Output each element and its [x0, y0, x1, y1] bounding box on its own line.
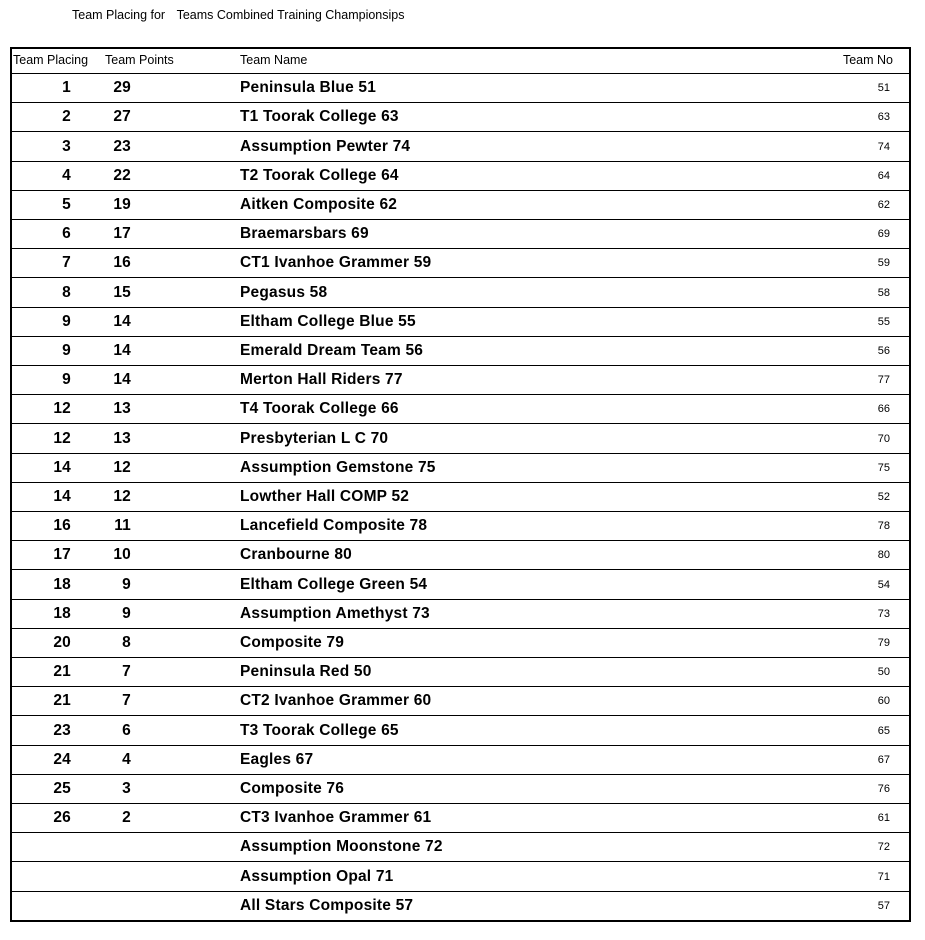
team-name-cell: Assumption Opal 71 — [240, 867, 394, 885]
table-row — [12, 804, 909, 833]
team-name-cell: T2 Toorak College 64 — [240, 166, 399, 184]
placing-cell: 23 — [53, 721, 71, 739]
header-team-points: Team Points — [105, 53, 174, 67]
team-no-cell: 62 — [877, 198, 890, 211]
points-cell: 14 — [113, 371, 131, 389]
team-name-cell: Emerald Dream Team 56 — [240, 341, 424, 359]
placing-cell: 25 — [53, 779, 71, 797]
team-name-cell: Assumption Moonstone 72 — [240, 838, 443, 856]
team-name-cell: Composite 79 — [240, 633, 345, 651]
table-row — [12, 483, 909, 512]
placing-cell: 8 — [62, 283, 71, 301]
placing-cell: 20 — [53, 633, 71, 651]
placing-cell: 3 — [62, 137, 71, 155]
team-name-cell: Eltham College Green 54 — [240, 575, 428, 593]
points-cell: 10 — [113, 546, 131, 564]
table-row — [12, 220, 909, 249]
table-row — [12, 278, 909, 307]
team-no-cell: 56 — [877, 344, 890, 357]
team-no-cell: 78 — [877, 520, 890, 533]
placing-cell: 21 — [53, 692, 71, 710]
table-row — [12, 892, 909, 920]
team-name-cell: T3 Toorak College 65 — [240, 721, 399, 739]
placing-cell: 7 — [62, 254, 71, 272]
points-cell: 22 — [113, 166, 131, 184]
placing-cell: 4 — [62, 166, 71, 184]
team-name-cell: Pegasus 58 — [240, 283, 328, 301]
placing-cell: 14 — [53, 458, 71, 476]
team-name-cell: Braemarsbars 69 — [240, 225, 369, 243]
team-placing-table — [10, 47, 911, 922]
team-no-cell: 63 — [877, 111, 890, 124]
team-no-cell: 72 — [877, 841, 890, 854]
table-body — [12, 74, 909, 920]
team-no-cell: 66 — [877, 403, 890, 416]
team-name-cell: Assumption Gemstone 75 — [240, 458, 436, 476]
placing-cell: 18 — [53, 575, 71, 593]
points-cell: 8 — [122, 633, 131, 651]
table-row — [12, 249, 909, 278]
placing-cell: 16 — [53, 517, 71, 535]
table-row — [12, 570, 909, 599]
team-no-cell: 70 — [877, 432, 890, 445]
placing-cell: 26 — [53, 809, 71, 827]
team-name-cell: Aitken Composite 62 — [240, 195, 398, 213]
team-no-cell: 74 — [877, 140, 890, 153]
team-name-cell: Lowther Hall COMP 52 — [240, 487, 410, 505]
placing-cell: 21 — [53, 663, 71, 681]
points-cell: 2 — [122, 809, 131, 827]
points-cell: 12 — [113, 458, 131, 476]
points-cell: 3 — [122, 779, 131, 797]
table-row — [12, 162, 909, 191]
placing-cell: 12 — [53, 400, 71, 418]
team-name-cell: Eltham College Blue 55 — [240, 312, 416, 330]
team-name-cell: Presbyterian L C 70 — [240, 429, 389, 447]
header-team-no: Team No — [842, 53, 893, 67]
table-row — [12, 191, 909, 220]
table-row — [12, 103, 909, 132]
team-no-cell: 65 — [877, 724, 890, 737]
team-no-cell: 59 — [877, 257, 890, 270]
team-no-cell: 67 — [877, 753, 890, 766]
team-no-cell: 73 — [877, 607, 890, 620]
table-row — [12, 658, 909, 687]
placing-cell: 5 — [62, 195, 71, 213]
placing-cell: 24 — [53, 750, 71, 768]
points-cell: 13 — [113, 400, 131, 418]
report-title-event: Teams Combined Training Championsips — [176, 8, 405, 22]
placing-cell: 9 — [62, 341, 71, 359]
team-no-cell: 61 — [877, 812, 890, 825]
team-no-cell: 51 — [877, 82, 890, 95]
points-cell: 7 — [122, 663, 131, 681]
team-name-cell: Assumption Amethyst 73 — [240, 604, 430, 622]
table-row — [12, 687, 909, 716]
team-no-cell: 79 — [877, 636, 890, 649]
team-no-cell: 80 — [877, 549, 890, 562]
team-no-cell: 54 — [877, 578, 890, 591]
points-cell: 12 — [113, 487, 131, 505]
points-cell: 19 — [113, 195, 131, 213]
table-row — [12, 366, 909, 395]
placing-cell: 1 — [62, 79, 71, 97]
points-cell: 6 — [122, 721, 131, 739]
team-name-cell: T1 Toorak College 63 — [240, 108, 399, 126]
table-row — [12, 833, 909, 862]
table-row — [12, 308, 909, 337]
team-name-cell: T4 Toorak College 66 — [240, 400, 399, 418]
team-no-cell: 71 — [877, 870, 890, 883]
placing-cell: 14 — [53, 487, 71, 505]
placing-cell: 17 — [53, 546, 71, 564]
team-name-cell: Eagles 67 — [240, 750, 314, 768]
table-header-row — [12, 49, 909, 74]
points-cell: 29 — [113, 79, 131, 97]
team-name-cell: Assumption Pewter 74 — [240, 137, 411, 155]
table-row — [12, 746, 909, 775]
table-row — [12, 716, 909, 745]
points-cell: 14 — [113, 312, 131, 330]
points-cell: 13 — [113, 429, 131, 447]
team-name-cell: CT1 Ivanhoe Grammer 59 — [240, 254, 432, 272]
team-no-cell: 58 — [877, 286, 890, 299]
team-name-cell: CT3 Ivanhoe Grammer 61 — [240, 809, 432, 827]
points-cell: 9 — [122, 575, 131, 593]
points-cell: 11 — [114, 517, 131, 535]
points-cell: 7 — [122, 692, 131, 710]
team-no-cell: 57 — [877, 899, 890, 912]
placing-cell: 6 — [62, 225, 71, 243]
team-name-cell: Composite 76 — [240, 779, 345, 797]
table-row — [12, 337, 909, 366]
table-row — [12, 74, 909, 103]
points-cell: 9 — [122, 604, 131, 622]
table-row — [12, 395, 909, 424]
placing-cell: 9 — [62, 371, 71, 389]
points-cell: 4 — [122, 750, 131, 768]
placing-cell: 9 — [62, 312, 71, 330]
team-no-cell: 60 — [877, 695, 890, 708]
points-cell: 15 — [113, 283, 131, 301]
report-title-prefix: Team Placing for — [72, 8, 166, 22]
team-no-cell: 69 — [877, 228, 890, 241]
placing-cell: 2 — [62, 108, 71, 126]
team-name-cell: Peninsula Blue 51 — [240, 79, 377, 97]
table-row — [12, 541, 909, 570]
team-no-cell: 64 — [877, 169, 890, 182]
team-name-cell: Merton Hall Riders 77 — [240, 371, 403, 389]
placing-cell: 12 — [53, 429, 71, 447]
header-team-name: Team Name — [240, 53, 308, 67]
table-row — [12, 862, 909, 891]
team-no-cell: 75 — [877, 461, 890, 474]
team-name-cell: Peninsula Red 50 — [240, 663, 372, 681]
team-no-cell: 76 — [877, 782, 890, 795]
points-cell: 17 — [113, 225, 131, 243]
team-no-cell: 50 — [877, 666, 890, 679]
table-row — [12, 132, 909, 161]
table-row — [12, 775, 909, 804]
points-cell: 14 — [113, 341, 131, 359]
points-cell: 23 — [113, 137, 131, 155]
report-title — [72, 8, 404, 22]
team-name-cell: CT2 Ivanhoe Grammer 60 — [240, 692, 432, 710]
header-team-placing: Team Placing — [13, 53, 89, 67]
team-no-cell: 77 — [877, 374, 890, 387]
table-row — [12, 512, 909, 541]
table-row — [12, 454, 909, 483]
team-name-cell: Lancefield Composite 78 — [240, 517, 428, 535]
team-no-cell: 52 — [877, 490, 890, 503]
points-cell: 27 — [113, 108, 131, 126]
placing-cell: 18 — [53, 604, 71, 622]
points-cell: 16 — [113, 254, 131, 272]
table-row — [12, 600, 909, 629]
table-row — [12, 424, 909, 453]
team-name-cell: Cranbourne 80 — [240, 546, 352, 564]
team-no-cell: 55 — [877, 315, 890, 328]
table-row — [12, 629, 909, 658]
team-name-cell: All Stars Composite 57 — [240, 896, 414, 914]
